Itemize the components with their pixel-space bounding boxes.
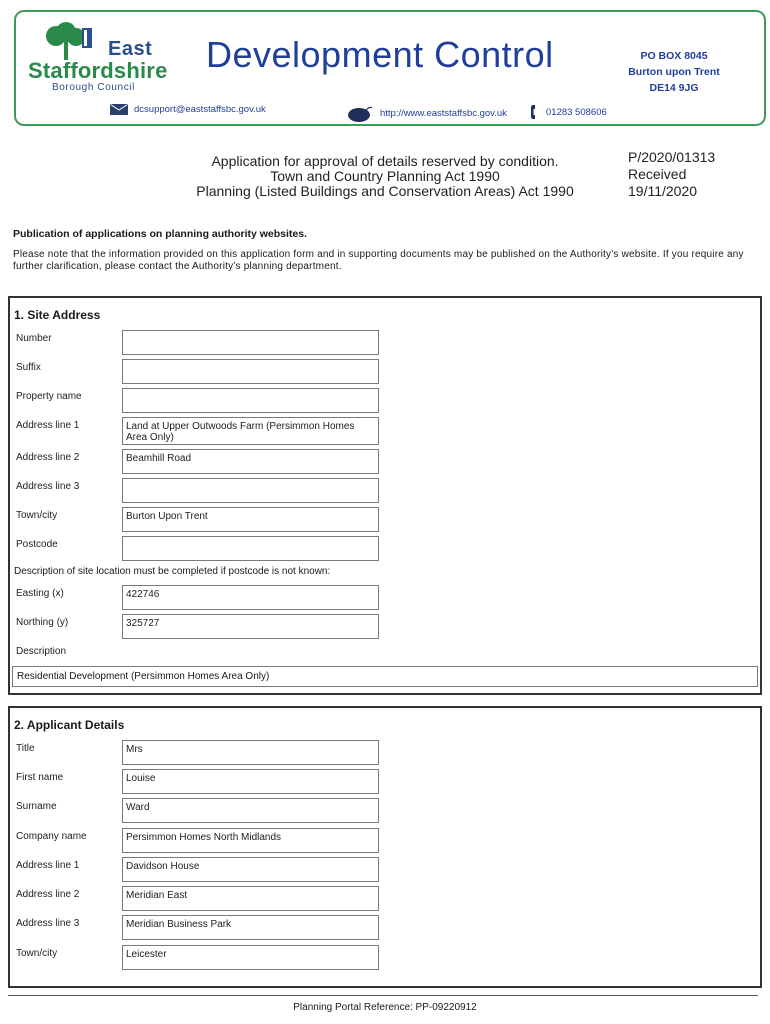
description-label: Description — [16, 646, 67, 657]
first-name-field[interactable]: Louise — [122, 769, 379, 794]
logo-borough: Borough Council — [52, 82, 135, 93]
applicant-town-city-field[interactable]: Leicester — [122, 945, 379, 970]
publication-note: Please note that the information provided on this application form and in supporting documents may be published on the Authority’s website. If you require any further clarification, please contact the Authority’s planning department. — [13, 249, 744, 272]
email-link[interactable]: dcsupport@eaststaffsbc.gov.uk — [134, 104, 266, 115]
application-date: 19/11/2020 — [628, 183, 698, 199]
tree-icon — [42, 22, 92, 62]
application-type: Application for approval of details reserved by condition. — [211, 153, 559, 169]
field-label: Postcode — [16, 539, 58, 550]
website-link[interactable]: http://www.eaststaffsbc.gov.uk — [380, 107, 507, 119]
field-label: Town/city — [16, 510, 58, 521]
field-label: Address line 3 — [16, 481, 80, 492]
publication-title: Publication of applications on planning authority websites. — [13, 228, 308, 240]
act-line-1: Town and Country Planning Act 1990 — [270, 168, 500, 184]
section-title: 1. Site Address — [14, 308, 101, 322]
location-note: Description of site location must be completed if postcode is not known: — [14, 566, 331, 577]
page-title: Development Control — [206, 34, 554, 75]
field-label: Property name — [16, 391, 82, 402]
easting-field[interactable]: 422746 — [122, 585, 379, 610]
postcode-field[interactable] — [122, 536, 379, 561]
applicant-address-line-1-field[interactable]: Davidson House — [122, 857, 379, 882]
address-line-2-field[interactable]: Beamhill Road — [122, 449, 379, 474]
site-address-section — [8, 296, 762, 695]
field-label: Surname — [16, 801, 57, 812]
field-label: Address line 1 — [16, 860, 80, 871]
contact-phone — [530, 104, 607, 120]
field-label: Address line 3 — [16, 918, 80, 929]
contact-email — [110, 104, 266, 115]
logo-staffordshire: Staffordshire — [28, 58, 168, 83]
address-line-3-field[interactable] — [122, 478, 379, 503]
postcode: DE14 9JG — [649, 82, 699, 94]
field-label: Address line 1 — [16, 420, 80, 431]
description-field[interactable]: Residential Development (Persimmon Homes Area Only) — [12, 666, 758, 687]
council-logo — [28, 22, 188, 92]
header-banner — [14, 10, 766, 126]
field-label: First name — [16, 772, 64, 783]
northing-label: Northing (y) — [16, 617, 69, 628]
northing-field[interactable]: 325727 — [122, 614, 379, 639]
section-title: 2. Applicant Details — [14, 718, 125, 732]
field-label: Suffix — [16, 362, 41, 373]
field-label: Title — [16, 743, 35, 754]
application-ref: P/2020/01313 — [628, 149, 716, 165]
easting-label: Easting (x) — [16, 588, 64, 599]
title-field[interactable]: Mrs — [122, 740, 379, 765]
number-field[interactable] — [122, 330, 379, 355]
field-label: Address line 2 — [16, 452, 80, 463]
application-heading — [150, 154, 620, 199]
field-label: Town/city — [16, 948, 58, 959]
applicant-details-section — [8, 706, 762, 988]
field-label: Address line 2 — [16, 889, 80, 900]
address-line-1-field[interactable]: Land at Upper Outwoods Farm (Persimmon Homes Area Only) — [122, 417, 379, 445]
footer-divider — [8, 995, 758, 996]
suffix-field[interactable] — [122, 359, 379, 384]
postal-address — [614, 48, 734, 96]
field-label: Number — [16, 333, 52, 344]
contact-web — [348, 104, 507, 122]
company-name-field[interactable]: Persimmon Homes North Midlands — [122, 828, 379, 853]
town: Burton upon Trent — [628, 66, 720, 78]
application-status: Received — [628, 166, 687, 182]
application-reference-block — [628, 149, 715, 200]
phone-icon — [530, 104, 540, 120]
act-line-2: Planning (Listed Buildings and Conservation Areas) Act 1990 — [196, 183, 574, 199]
po-box: PO BOX 8045 — [640, 50, 708, 62]
envelope-icon — [110, 104, 128, 115]
phone-number: 01283 508606 — [546, 106, 607, 118]
applicant-address-line-3-field[interactable]: Meridian Business Park — [122, 915, 379, 940]
field-label: Company name — [16, 831, 87, 842]
applicant-address-line-2-field[interactable]: Meridian East — [122, 886, 379, 911]
town-city-field[interactable]: Burton Upon Trent — [122, 507, 379, 532]
property-name-field[interactable] — [122, 388, 379, 413]
mouse-icon — [348, 104, 374, 122]
portal-reference: Planning Portal Reference: PP-09220912 — [293, 1002, 477, 1013]
logo-east: East — [108, 38, 153, 60]
surname-field[interactable]: Ward — [122, 798, 379, 823]
